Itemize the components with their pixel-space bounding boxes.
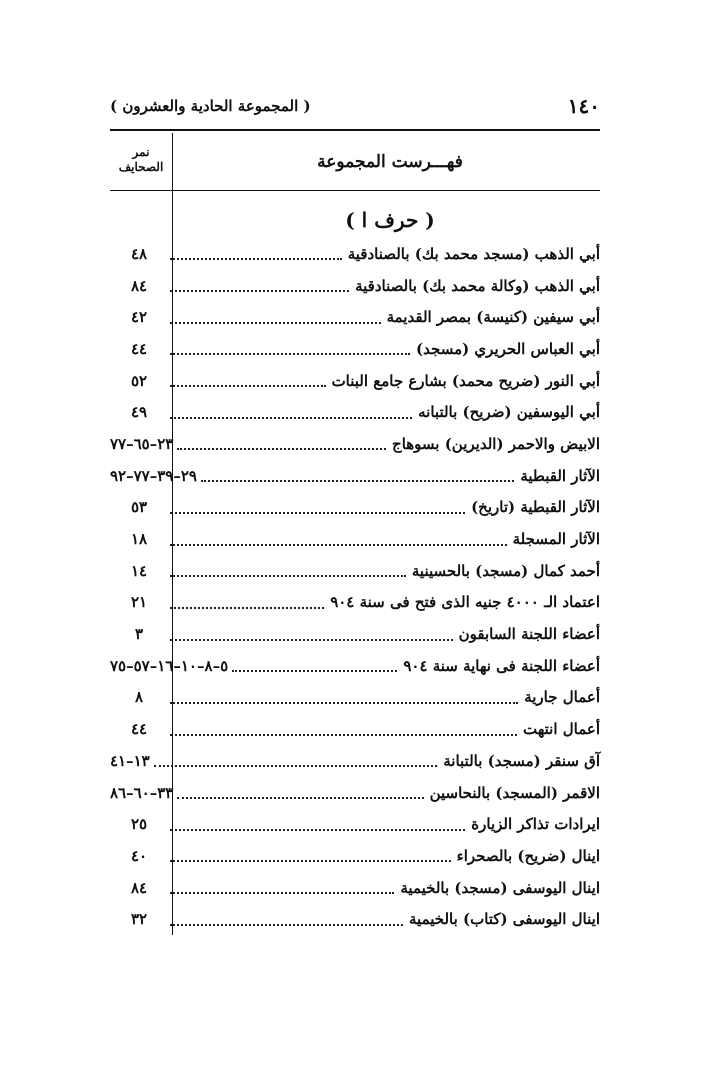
index-entry-pages: ٢٣–٦٥–٧٧ xyxy=(110,434,174,453)
index-entry xyxy=(110,682,600,714)
index-entry xyxy=(110,270,600,302)
dot-leader xyxy=(177,796,423,799)
index-entry xyxy=(110,745,600,777)
dot-leader xyxy=(170,891,394,894)
dot-leader xyxy=(170,416,412,419)
dot-leader xyxy=(170,733,517,736)
dot-leader xyxy=(170,321,381,324)
index-entry xyxy=(110,238,600,270)
dot-leader xyxy=(170,701,518,704)
index-entry-title: اعتماد الـ ٤٠٠٠ جنيه الذى فتح فى سنة ٩٠٤ xyxy=(330,593,600,612)
index-entries xyxy=(110,238,600,935)
index-entry-pages: ٤٠ xyxy=(130,846,148,865)
index-entry-title: أبي سيفين (كنيسة) بمصر القديمة xyxy=(386,308,600,327)
index-entry-pages: ٣٣–٦٠–٨٦ xyxy=(110,783,174,802)
index-entry-title: الاقمر (المسجد) بالنحاسين xyxy=(429,783,600,802)
index-entry xyxy=(110,301,600,333)
index-entry xyxy=(110,428,600,460)
dot-leader xyxy=(170,289,349,292)
index-entry xyxy=(110,618,600,650)
index-entry-title: أبي العباس الحريري (مسجد) xyxy=(416,339,600,358)
dot-leader xyxy=(170,828,465,831)
dot-leader xyxy=(170,384,326,387)
index-entry xyxy=(110,840,600,872)
index-entry xyxy=(110,365,600,397)
index-entry-title: أعضاء اللجنة السابقون xyxy=(458,625,600,644)
index-entry-title: أبي اليوسفين (ضريح) بالتبانه xyxy=(418,403,600,422)
index-entry xyxy=(110,587,600,619)
index-entry xyxy=(110,777,600,809)
index-entry-pages: ٥٣ xyxy=(130,498,148,517)
pages-column-header-line2: الصحايف xyxy=(118,160,164,174)
dot-leader xyxy=(170,257,342,260)
index-entry xyxy=(110,492,600,524)
index-entry xyxy=(110,713,600,745)
dot-leader xyxy=(201,479,514,482)
index-entry-title: أعمال جارية xyxy=(524,688,600,707)
dot-leader xyxy=(170,859,451,862)
index-entry-title: الآثار القبطية (تاريخ) xyxy=(471,498,600,517)
index-entry-pages: ٤٨ xyxy=(130,244,148,263)
index-entry xyxy=(110,650,600,682)
subheader-rule xyxy=(110,190,600,191)
index-entry-pages: ٤٤ xyxy=(130,339,148,358)
index-entry xyxy=(110,872,600,904)
index-entry-pages: ٤٩ xyxy=(130,403,148,422)
index-entry-title: أعضاء اللجنة فى نهاية سنة ٩٠٤ xyxy=(403,656,600,675)
header-rule xyxy=(110,129,600,131)
index-entry-pages: ٥٢ xyxy=(130,371,148,390)
section-heading: ( حرف ا ) xyxy=(345,208,435,232)
index-entry-pages: ٤٢ xyxy=(130,308,148,327)
index-entry-title: الابيض والاحمر (الديرين) بسوهاج xyxy=(392,434,600,453)
dot-leader xyxy=(170,511,465,514)
index-entry-title: اينال اليوسفى (كتاب) بالخيمية xyxy=(409,910,600,929)
index-entry-pages: ٢٩–٣٩–٧٧–٩٢ xyxy=(110,466,197,485)
index-entry-pages: ٤٤ xyxy=(130,720,148,739)
dot-leader xyxy=(170,638,453,641)
dot-leader xyxy=(170,574,406,577)
index-entry-title: أبي النور (ضريح محمد) بشارع جامع البنات xyxy=(331,371,600,390)
page-number: ١٤٠ xyxy=(567,94,600,118)
index-entry-pages: ١٨ xyxy=(130,530,148,549)
index-entry-pages: ١٤ xyxy=(130,561,148,580)
index-entry-pages: ٣٢ xyxy=(130,910,148,929)
dot-leader xyxy=(170,352,410,355)
dot-leader xyxy=(232,669,397,672)
dot-leader xyxy=(154,764,437,767)
index-entry-title: أحمد كمال (مسجد) بالحسينية xyxy=(411,561,600,580)
index-entry-pages: ٢١ xyxy=(130,593,148,612)
index-entry-title: الآثار القبطية xyxy=(520,466,600,485)
index-entry xyxy=(110,333,600,365)
index-entry-title: أبي الذهب (وكالة محمد بك) بالصنادقية xyxy=(355,276,600,295)
dot-leader xyxy=(170,606,324,609)
index-entry-pages: ٨٤ xyxy=(130,276,148,295)
index-entry-pages: ٢٥ xyxy=(130,815,148,834)
dot-leader xyxy=(177,447,386,450)
index-entry-pages: ٨ xyxy=(134,688,144,707)
index-entry-pages: ٨٤ xyxy=(130,878,148,897)
index-entry-title: آق سنقر (مسجد) بالتبانة xyxy=(443,751,600,770)
index-entry xyxy=(110,808,600,840)
dot-leader xyxy=(170,923,403,926)
index-entry-pages: ١٣–٤١ xyxy=(110,751,150,770)
index-entry-title: ايرادات تذاكر الزيارة xyxy=(471,815,600,834)
running-header xyxy=(110,88,600,124)
index-entry-pages: ٥–٨–١٠–١٦–٥٧–٧٥ xyxy=(110,656,229,675)
pages-column-header-line1: نمر xyxy=(132,145,150,159)
index-entry xyxy=(110,460,600,492)
index-entry-pages: ٣ xyxy=(134,625,144,644)
index-entry-title: اينال (ضريح) بالصحراء xyxy=(456,846,600,865)
index-entry xyxy=(110,903,600,935)
index-entry-title: أبي الذهب (مسجد محمد بك) بالصنادقية xyxy=(347,244,600,263)
index-entry-title: الآثار المسجلة xyxy=(512,530,600,549)
running-title: ( المجموعة الحادية والعشرون ) xyxy=(110,97,311,115)
dot-leader xyxy=(170,543,507,546)
index-entry xyxy=(110,396,600,428)
index-title: فهـــرست المجموعة xyxy=(317,152,463,172)
index-entry xyxy=(110,555,600,587)
index-entry-title: أعمال انتهت xyxy=(523,720,600,739)
index-entry xyxy=(110,523,600,555)
index-entry-title: اينال اليوسفى (مسجد) بالخيمية xyxy=(400,878,600,897)
pages-column-header xyxy=(110,137,172,183)
